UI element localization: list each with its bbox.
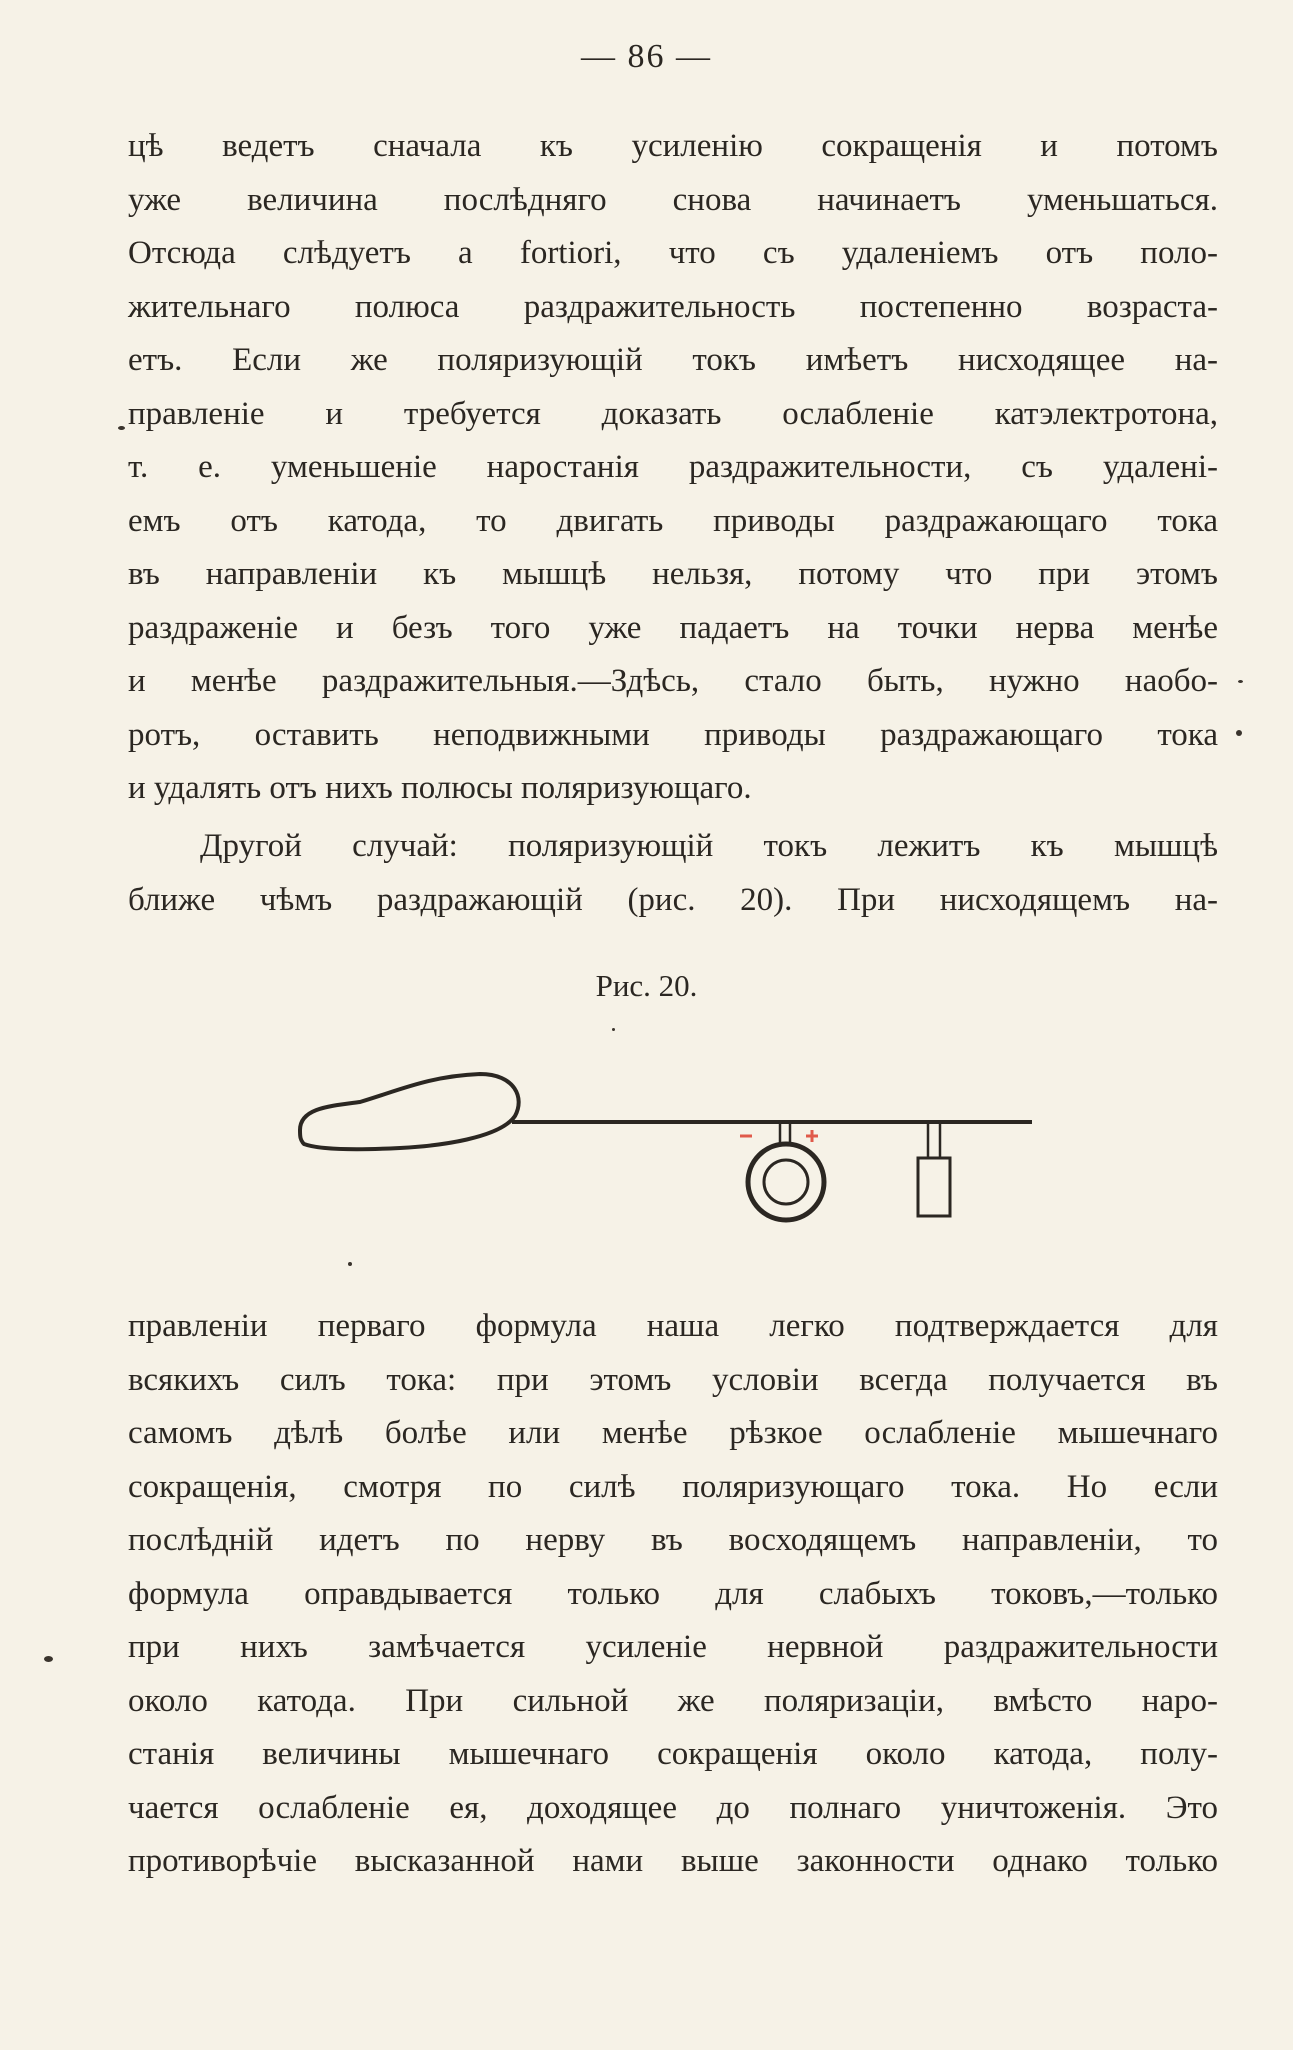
polarizing-electrode-inner-ring	[764, 1160, 808, 1204]
text-line: чается ослабленіе ея, доходящее до полнаго уничтоженія. Это	[128, 1789, 1218, 1826]
polarizing-electrode-outer-ring	[748, 1144, 824, 1220]
ink-speck	[1238, 680, 1243, 683]
figure-20-diagram	[290, 1050, 1050, 1250]
text-line: станія величины мышечнаго сокращенія около катода, полу-	[128, 1736, 1218, 1772]
figure-caption: Рис. 20.	[595, 968, 698, 1003]
text-line: раздраженіе и безъ того уже падаетъ на точки нерва менѣе	[128, 609, 1218, 646]
text-line: всякихъ силъ тока: при этомъ условіи всегда получается въ	[128, 1361, 1218, 1398]
muscle-shape	[300, 1074, 519, 1149]
text-line: и удалять отъ нихъ полюсы поляризующаго.	[128, 770, 752, 806]
paragraph-2	[128, 820, 1218, 927]
text-line: ближе чѣмъ раздражающій (рис. 20). При нисходящемъ на-	[128, 881, 1218, 918]
text-line: правленіи перваго формула наша легко подтверждается для	[128, 1308, 1218, 1344]
text-line: противорѣчіе высказанной нами выше законности однако только	[128, 1843, 1218, 1879]
ink-speck	[348, 1262, 352, 1266]
ink-speck	[612, 1028, 615, 1031]
text-line: уже величина послѣдняго снова начинаетъ уменьшаться.	[128, 181, 1218, 218]
text-line: и менѣе раздражительныя.—Здѣсь, стало быть, нужно наобо-	[128, 663, 1218, 699]
ink-speck	[44, 1656, 53, 1662]
text-line: сокращенія, смотря по силѣ поляризующаго тока. Но если	[128, 1468, 1218, 1505]
text-line: послѣдній идетъ по нерву въ восходящемъ направленіи, то	[128, 1522, 1218, 1558]
text-line: правленіе и требуется доказать ослабленіе катэлектротона,	[128, 395, 1218, 432]
text-line: около катода. При сильной же поляризаціи, вмѣсто наро-	[128, 1682, 1218, 1719]
text-line: при нихъ замѣчается усиленіе нервной раздражительности	[128, 1629, 1218, 1665]
paragraph-1	[128, 120, 1218, 816]
text-line: жительнаго полюса раздражительность постепенно возраста-	[128, 288, 1218, 325]
stimulating-electrode-block	[918, 1158, 950, 1216]
ink-speck	[118, 426, 125, 430]
text-line: Отсюда слѣдуетъ a fortiori, что съ удаленіемъ отъ поло-	[128, 235, 1218, 271]
text-line: въ направленіи къ мышцѣ нельзя, потому что при этомъ	[128, 556, 1218, 592]
ink-speck	[1236, 730, 1242, 736]
text-line: Другой случай: поляризующій токъ лежитъ къ мышцѣ	[200, 828, 1218, 864]
text-line: ротъ, оставить неподвижными приводы раздражающаго тока	[128, 716, 1218, 753]
page-number: — 86 —	[581, 38, 712, 75]
text-line: т. е. уменьшеніе наростанія раздражительности, съ удалені-	[128, 449, 1218, 485]
text-line: цѣ ведетъ сначала къ усиленію сокращенія и потомъ	[128, 128, 1218, 164]
text-line: самомъ дѣлѣ болѣе или менѣе рѣзкое ослабленіе мышечнаго	[128, 1415, 1218, 1451]
text-line: емъ отъ катода, то двигать приводы раздражающаго тока	[128, 502, 1218, 539]
text-line: формула оправдывается только для слабыхъ токовъ,—только	[128, 1575, 1218, 1612]
text-line: етъ. Если же поляризующій токъ имѣетъ нисходящее на-	[128, 342, 1218, 378]
paragraph-3	[128, 1300, 1218, 1889]
